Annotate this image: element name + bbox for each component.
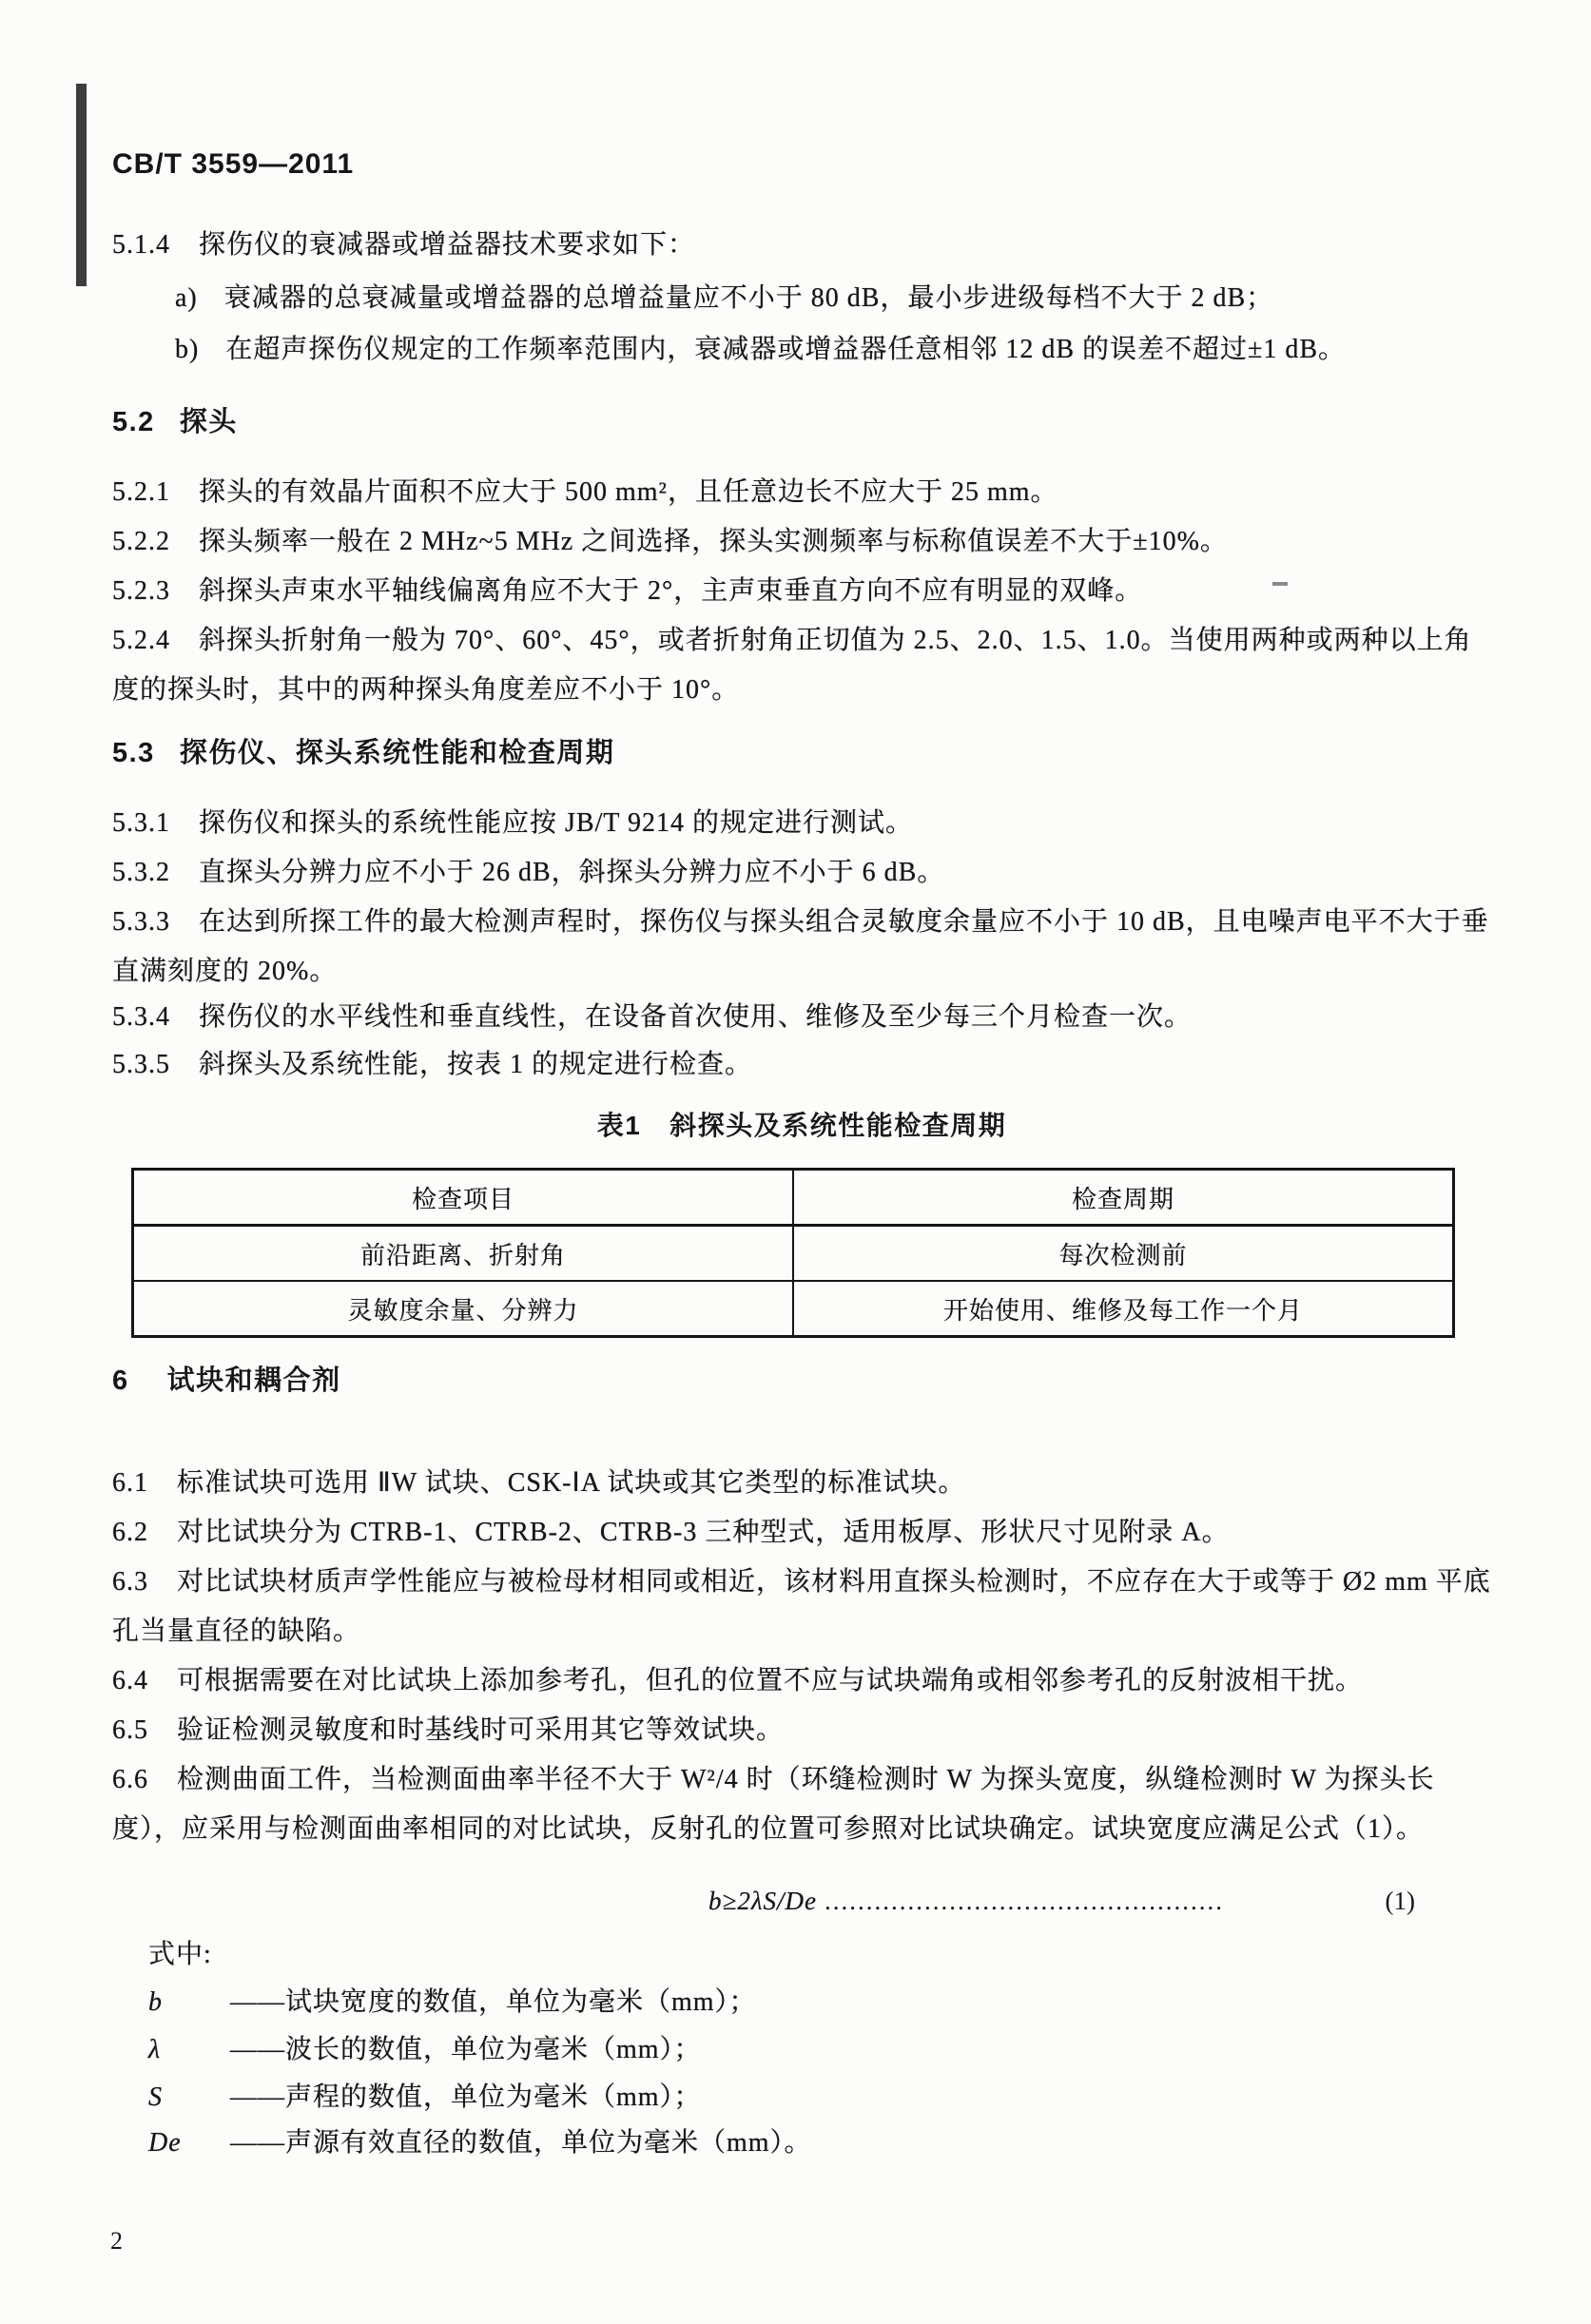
section-heading-6 — [112, 1362, 1491, 1400]
formula-expression: b≥2λS/De — [708, 1887, 817, 1915]
clause-text: 在达到所探工件的最大检测声程时，探伤仪与探头组合灵敏度余量应不小于 10 dB，且电噪声电平不大于垂直满刻度的 20%。 — [112, 907, 1489, 986]
definition-b — [148, 1978, 1491, 2027]
clause-text: 斜探头及系统性能，按表 1 的规定进行检查。 — [199, 1050, 753, 1079]
definition-symbol: De — [148, 2128, 182, 2158]
section-heading-5-3 — [112, 734, 1491, 772]
clause-text: 探头的有效晶片面积不应大于 500 mm²，且任意边长不应大于 25 mm。 — [199, 477, 1058, 507]
clause-5-3-2 — [112, 848, 1491, 898]
clause-6-1 — [112, 1459, 1491, 1508]
clause-text: 对比试块材质声学性能应与被检母材相同或相近，该材料用直探头检测时，不应存在大于或等于 Ø2 mm 平底孔当量直径的缺陷。 — [112, 1567, 1491, 1646]
clause-text: 标准试块可选用 ⅡW 试块、CSK-ⅠA 试块或其它类型的标准试块。 — [177, 1468, 966, 1498]
clause-text: 探伤仪的衰减器或增益器技术要求如下： — [199, 230, 696, 260]
section-title: 探伤仪、探头系统性能和检查周期 — [179, 738, 615, 768]
section-title: 试块和耦合剂 — [166, 1365, 341, 1396]
clause-number: 6.4 — [112, 1666, 148, 1695]
clause-5-3-1 — [112, 799, 1491, 848]
subitem-a — [175, 274, 1491, 323]
where-label: 式中: — [148, 1940, 212, 1969]
clause-6-6 — [112, 1755, 1491, 1854]
clause-text: 检测曲面工件，当检测面曲率半径不大于 W²/4 时（环缝检测时 W 为探头宽度，纵缝检测时 W 为探头长度），应采用与检测面曲率相同的对比试块，反射孔的位置可参照对比试块确定。试块宽度应满足公式（1）。 — [112, 1765, 1435, 1844]
definition-text: ——波长的数值，单位为毫米（mm）； — [230, 2035, 702, 2064]
clause-5-3-3 — [112, 898, 1491, 997]
clause-number: 5.2.3 — [112, 576, 170, 606]
clause-text: 可根据需要在对比试块上添加参考孔，但孔的位置不应与试块端角或相邻参考孔的反射波相干扰。 — [177, 1666, 1364, 1695]
definition-text: ——声程的数值，单位为毫米（mm）； — [230, 2082, 702, 2112]
definition-symbol: λ — [148, 2035, 162, 2064]
subitem-label: a) — [175, 283, 198, 313]
clause-number: 6.2 — [112, 1518, 148, 1547]
document-code-header: CB/T 3559—2011 — [112, 148, 355, 180]
section-number: 6 — [112, 1365, 129, 1396]
clause-5-1-4 — [112, 221, 1491, 270]
clause-6-2 — [112, 1508, 1491, 1558]
section-number: 5.2 — [112, 407, 155, 437]
definition-lambda — [148, 2025, 1491, 2075]
definition-text: ——试块宽度的数值，单位为毫米（mm）； — [230, 1987, 757, 2017]
clause-5-2-2 — [112, 517, 1491, 567]
subitem-label: b) — [175, 335, 200, 364]
table-cell: 前沿距离、折射角 — [133, 1226, 794, 1282]
formula-1 — [708, 1887, 1415, 1916]
clause-number: 5.1.4 — [112, 230, 170, 260]
table-cell: 每次检测前 — [793, 1226, 1454, 1282]
clause-text: 探伤仪和探头的系统性能应按 JB/T 9214 的规定进行测试。 — [199, 808, 913, 838]
subitem-text: 衰减器的总衰减量或增益器的总增益量应不小于 80 dB，最小步进级每档不大于 2 dB； — [223, 283, 1274, 313]
scan-artifact-bar — [76, 84, 87, 286]
clause-6-5 — [112, 1706, 1491, 1755]
clause-5-2-1 — [112, 468, 1491, 517]
formula-dot-leader: ................................................ — [825, 1887, 1224, 1915]
clause-5-3-4 — [112, 993, 1491, 1042]
page-number: 2 — [110, 2227, 123, 2255]
clause-number: 5.3.3 — [112, 907, 170, 937]
table-cell: 灵敏度余量、分辨力 — [133, 1281, 794, 1337]
clause-6-4 — [112, 1656, 1491, 1706]
definition-symbol: S — [148, 2082, 163, 2112]
clause-text: 直探头分辨力应不小于 26 dB，斜探头分辨力应不小于 6 dB。 — [199, 858, 945, 887]
table-header-cell: 检查周期 — [793, 1170, 1454, 1226]
clause-number: 5.2.1 — [112, 477, 170, 507]
section-title: 探头 — [179, 407, 238, 437]
definition-symbol: b — [148, 1987, 163, 2017]
clause-number: 5.3.2 — [112, 858, 170, 887]
clause-number: 6.5 — [112, 1715, 148, 1745]
clause-text: 对比试块分为 CTRB-1、CTRB-2、CTRB-3 三种型式，适用板厚、形状尺寸见附录 A。 — [177, 1518, 1230, 1547]
table-caption-label: 表1 — [596, 1111, 642, 1140]
table-caption-title: 斜探头及系统性能检查周期 — [669, 1111, 1007, 1140]
formula-number: (1) — [1385, 1887, 1415, 1915]
table-cell: 开始使用、维修及每工作一个月 — [793, 1281, 1454, 1337]
clause-number: 5.2.2 — [112, 527, 170, 556]
clause-number: 5.3.4 — [112, 1002, 170, 1032]
clause-number: 5.2.4 — [112, 626, 170, 655]
clause-5-3-5 — [112, 1040, 1491, 1090]
table-row — [133, 1226, 1454, 1282]
definition-s — [148, 2073, 1491, 2122]
table-row — [133, 1281, 1454, 1337]
clause-text: 验证检测灵敏度和时基线时可采用其它等效试块。 — [177, 1715, 785, 1745]
clause-text: 斜探头声束水平轴线偏离角应不大于 2°，主声束垂直方向不应有明显的双峰。 — [199, 576, 1143, 606]
clause-number: 6.1 — [112, 1468, 148, 1498]
table-header-row — [133, 1170, 1454, 1226]
clause-number: 6.6 — [112, 1765, 148, 1794]
section-heading-5-2 — [112, 403, 1491, 441]
subitem-text: 在超声探伤仪规定的工作频率范围内，衰减器或增益器任意相邻 12 dB 的误差不超过±1 dB。 — [225, 335, 1347, 364]
clause-text: 斜探头折射角一般为 70°、60°、45°，或者折射角正切值为 2.5、2.0、1.5、1.0。当使用两种或两种以上角度的探头时，其中的两种探头角度差应不小于 10°。 — [112, 626, 1472, 705]
table-header-cell: 检查项目 — [133, 1170, 794, 1226]
clause-number: 5.3.1 — [112, 808, 170, 838]
clause-number: 6.3 — [112, 1567, 148, 1597]
definition-de — [148, 2119, 1491, 2168]
clause-text: 探伤仪的水平线性和垂直线性，在设备首次使用、维修及至少每三个月检查一次。 — [199, 1002, 1193, 1032]
clause-5-2-4 — [112, 616, 1491, 715]
subitem-b — [175, 325, 1491, 375]
clause-number: 5.3.5 — [112, 1050, 170, 1079]
clause-6-3 — [112, 1558, 1491, 1656]
table-1-inspection-period — [131, 1168, 1455, 1338]
table-1-caption — [112, 1105, 1491, 1143]
clause-text: 探头频率一般在 2 MHz~5 MHz 之间选择，探头实测频率与标称值误差不大于±10%。 — [199, 527, 1228, 556]
definition-text: ——声源有效直径的数值，单位为毫米（mm）。 — [230, 2128, 812, 2158]
clause-5-2-3 — [112, 567, 1491, 616]
section-number: 5.3 — [112, 738, 155, 768]
